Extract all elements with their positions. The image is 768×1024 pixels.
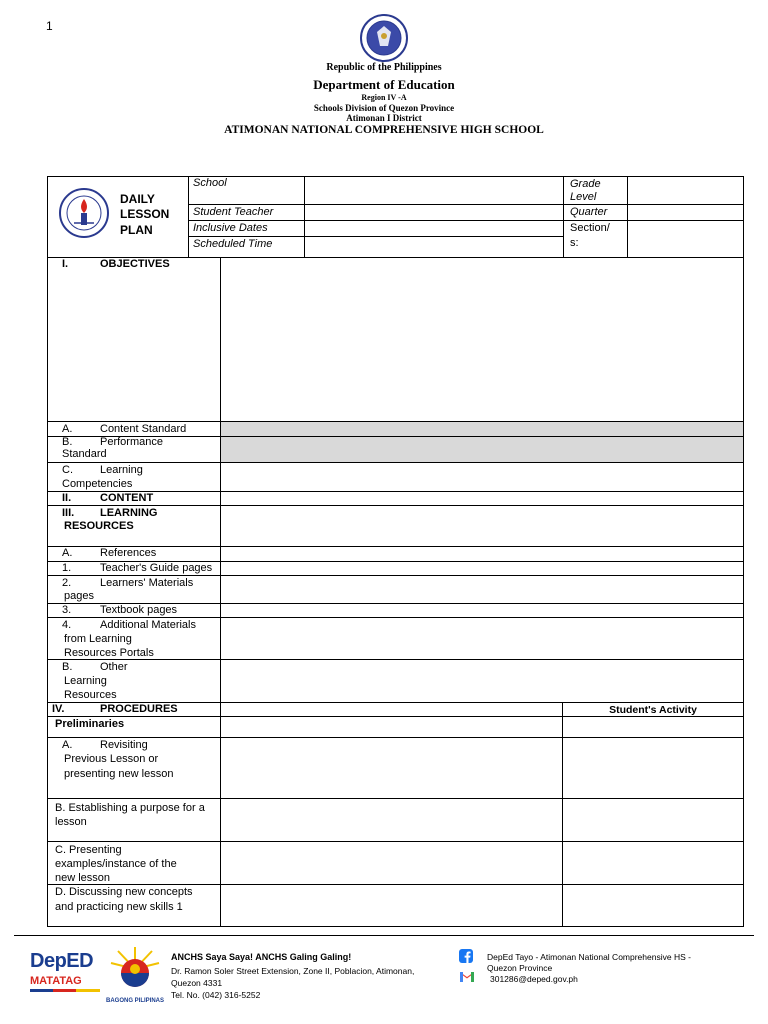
- learning-competencies-label-2: Competencies: [62, 478, 133, 490]
- footer-tel: Tel. No. (042) 316-5252: [171, 990, 261, 1000]
- discussing-student-field[interactable]: [563, 885, 743, 926]
- school-field[interactable]: [305, 177, 563, 204]
- additional-materials-label-1: Additional Materials: [100, 619, 196, 631]
- presenting-label-2: examples/instance of the: [55, 858, 177, 870]
- header-district: Atimonan I District: [346, 113, 422, 123]
- learning-competencies-label-1: Learning: [100, 464, 143, 476]
- dlp-title-3: PLAN: [120, 223, 153, 237]
- revisiting-field[interactable]: [221, 738, 562, 798]
- header-region: Region IV -A: [361, 93, 407, 102]
- learners-materials-label-2: pages: [64, 590, 94, 602]
- learning-competencies-field[interactable]: [221, 463, 743, 491]
- footer-address-2: Quezon 4331: [171, 978, 223, 988]
- references-num: A.: [62, 547, 73, 559]
- revisiting-student-field[interactable]: [563, 738, 743, 798]
- additional-materials-label-2: from Learning: [64, 633, 132, 645]
- bagong-pilipinas-text: BAGONG PILIPINAS: [106, 998, 165, 1004]
- matatag-logo-text: MATATAG: [30, 975, 82, 987]
- references-label: References: [100, 547, 157, 559]
- header-division: Schools Division of Quezon Province: [313, 103, 455, 113]
- purpose-label-2: lesson: [55, 816, 87, 828]
- gmail-icon[interactable]: [460, 971, 474, 982]
- discussing-label-2: and practicing new skills 1: [55, 901, 183, 913]
- content-standard-num: A.: [62, 423, 73, 435]
- additional-materials-label-3: Resources Portals: [64, 647, 154, 659]
- preliminaries-label: Preliminaries: [55, 718, 125, 730]
- content-standard-field[interactable]: [221, 422, 743, 436]
- deped-logo-text: DepED: [30, 950, 94, 972]
- teachers-guide-label: Teacher's Guide pages: [100, 562, 213, 574]
- section-label-2: s:: [570, 237, 579, 249]
- revisiting-num: A.: [62, 739, 73, 751]
- inclusive-dates-label: Inclusive Dates: [193, 222, 268, 234]
- purpose-field[interactable]: [221, 799, 562, 841]
- inclusive-dates-field[interactable]: [305, 221, 563, 236]
- section-label-1: Section/: [570, 222, 610, 234]
- learning-resources-heading-2: RESOURCES: [64, 520, 134, 532]
- footer-email[interactable]: 301286@deped.gov.ph: [490, 974, 578, 984]
- bagong-pilipinas-icon: [106, 945, 164, 993]
- content-heading: CONTENT: [100, 492, 154, 504]
- textbook-label: Textbook pages: [100, 604, 178, 616]
- discussing-label-1: D. Discussing new concepts: [55, 886, 193, 898]
- scheduled-time-label: Scheduled Time: [193, 238, 273, 250]
- presenting-label-1: C. Presenting: [55, 844, 122, 856]
- revisiting-label-1: Revisiting: [100, 739, 148, 751]
- performance-standard-label-1: Performance: [100, 436, 163, 448]
- grade-level-field[interactable]: [628, 177, 743, 204]
- footer-address-1: Dr. Ramon Soler Street Extension, Zone II, Poblacion, Atimonan,: [171, 966, 415, 976]
- objectives-heading: OBJECTIVES: [100, 258, 170, 270]
- performance-standard-num: B.: [62, 436, 73, 448]
- footer-facebook-2[interactable]: Quezon Province: [487, 963, 553, 973]
- objectives-field[interactable]: [221, 258, 743, 421]
- teachers-guide-field[interactable]: [221, 562, 743, 575]
- other-resources-label-3: Resources: [64, 689, 117, 701]
- presenting-student-field[interactable]: [563, 842, 743, 884]
- teachers-guide-num: 1.: [62, 562, 72, 574]
- purpose-label-1: B. Establishing a purpose for a: [55, 802, 205, 814]
- other-resources-label-2: Learning: [64, 675, 107, 687]
- other-resources-num: B.: [62, 661, 73, 673]
- learning-resources-heading-1: LEARNING: [100, 507, 158, 519]
- quarter-label: Quarter: [570, 206, 608, 218]
- additional-materials-num: 4.: [62, 619, 72, 631]
- procedures-num: IV.: [52, 703, 65, 715]
- footer-slogan: ANCHS Saya Saya! ANCHS Galing Galing!: [171, 952, 352, 962]
- content-num: II.: [62, 492, 72, 504]
- grade-label-2: Level: [570, 191, 597, 203]
- deped-seal-icon: [360, 14, 408, 62]
- school-logo-icon: [54, 187, 114, 239]
- textbook-field[interactable]: [221, 604, 743, 617]
- learners-materials-label-1: Learners' Materials: [100, 577, 194, 589]
- learners-materials-field[interactable]: [221, 576, 743, 603]
- student-teacher-label: Student Teacher: [193, 206, 274, 218]
- header-republic: Republic of the Philippines: [326, 62, 442, 73]
- students-activity-heading: Student's Activity: [609, 704, 697, 716]
- purpose-student-field[interactable]: [563, 799, 743, 841]
- preliminaries-student-field[interactable]: [563, 717, 743, 737]
- header-school: ATIMONAN NATIONAL COMPREHENSIVE HIGH SCHOOL: [224, 124, 544, 136]
- header-department: Department of Education: [313, 77, 455, 92]
- dlp-title-2: LESSON: [120, 207, 170, 221]
- objectives-num: I.: [62, 258, 69, 270]
- revisiting-label-3: presenting new lesson: [64, 768, 174, 780]
- page-number: 1: [46, 19, 53, 33]
- school-label: School: [193, 177, 227, 189]
- other-resources-label-1: Other: [100, 661, 128, 673]
- facebook-icon[interactable]: [459, 949, 473, 963]
- student-teacher-field[interactable]: [305, 205, 563, 220]
- additional-materials-field[interactable]: [221, 618, 743, 659]
- discussing-field[interactable]: [221, 885, 562, 926]
- content-standard-label: Content Standard: [100, 423, 187, 435]
- revisiting-label-2: Previous Lesson or: [64, 753, 159, 765]
- procedures-heading: PROCEDURES: [100, 703, 178, 715]
- deped-matatag-logo: [30, 950, 100, 1002]
- content-field[interactable]: [221, 492, 743, 505]
- presenting-label-3: new lesson: [55, 872, 111, 884]
- other-resources-field[interactable]: [221, 660, 743, 702]
- learners-materials-num: 2.: [62, 577, 72, 589]
- grade-label-1: Grade: [570, 178, 601, 190]
- bagong-pilipinas-logo: [106, 945, 164, 1005]
- learning-competencies-num: C.: [62, 464, 73, 476]
- section-field[interactable]: [628, 221, 743, 257]
- performance-standard-field[interactable]: [221, 437, 743, 462]
- performance-standard-label-2: Standard: [62, 448, 107, 460]
- presenting-field[interactable]: [221, 842, 562, 884]
- preliminaries-field[interactable]: [221, 717, 562, 737]
- footer-facebook-1[interactable]: DepEd Tayo - Atimonan National Comprehensive HS -: [487, 952, 691, 962]
- quarter-field[interactable]: [628, 205, 743, 220]
- dlp-title-1: DAILY: [120, 192, 155, 206]
- learning-resources-num: III.: [62, 507, 75, 519]
- scheduled-time-field[interactable]: [305, 237, 563, 257]
- footer-divider: [14, 935, 754, 936]
- textbook-num: 3.: [62, 604, 72, 616]
